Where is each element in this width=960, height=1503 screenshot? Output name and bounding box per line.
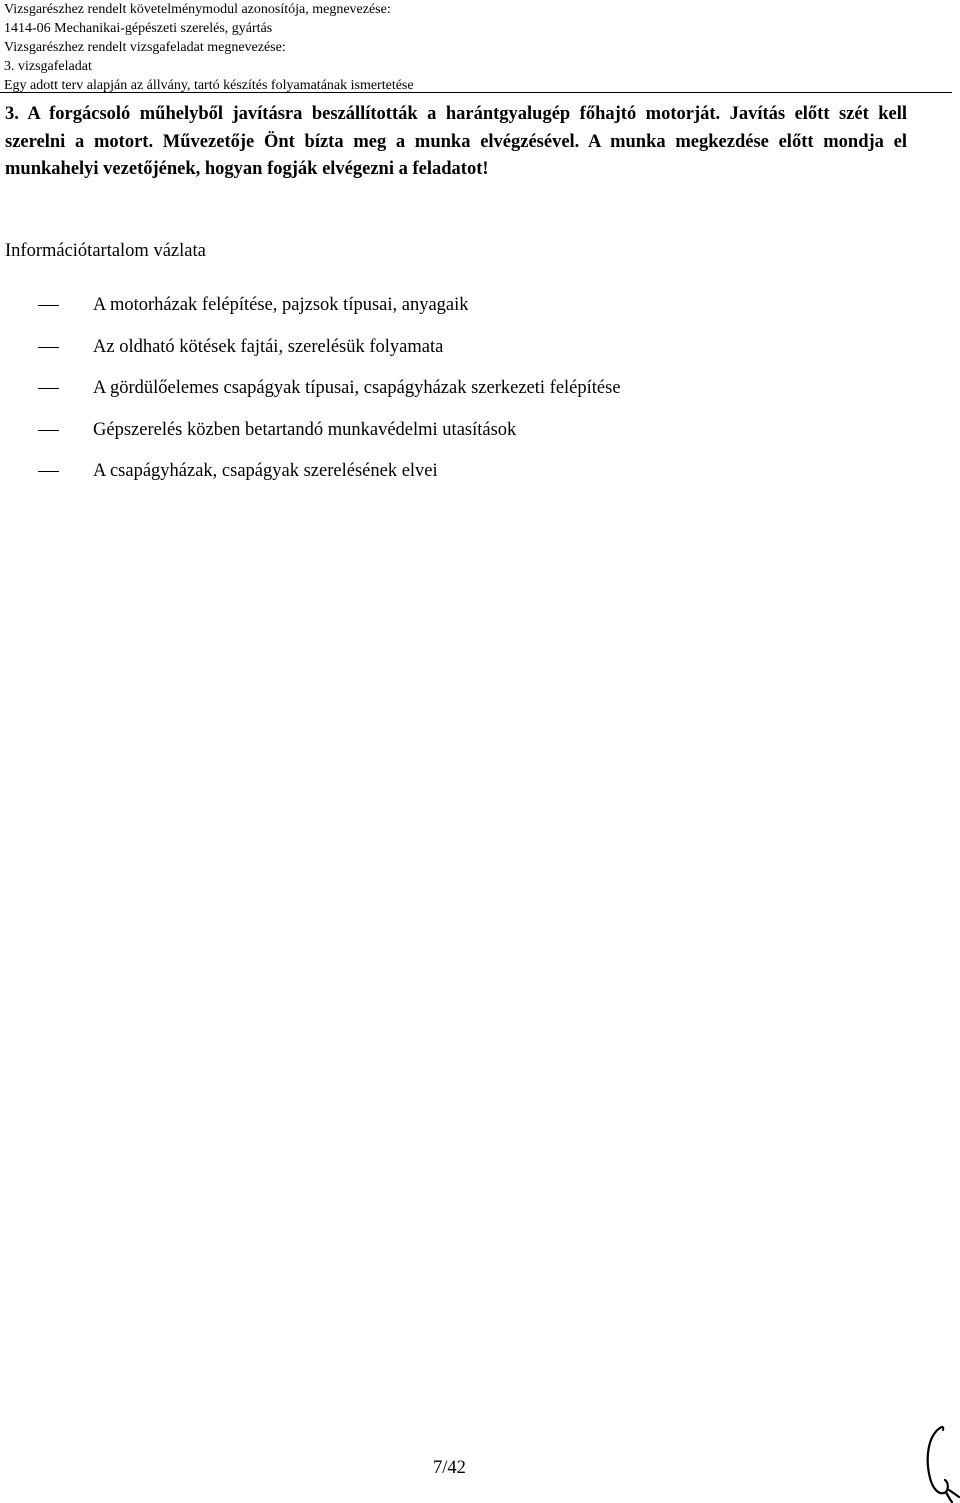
module-name: 1414-06 Mechanikai-gépészeti szerelés, gyártás	[4, 21, 273, 36]
dash-bullet-icon	[38, 430, 59, 431]
list-item-text: A gördülőelemes csapágyak típusai, csapágyházak szerkezeti felépítése	[93, 378, 621, 398]
list-item-text: A csapágyházak, csapágyak szerelésének elvei	[93, 461, 438, 481]
list-item-text: Gépszerelés közben betartandó munkavédelmi utasítások	[93, 419, 517, 440]
dash-bullet-icon	[38, 305, 59, 306]
page-header	[4, 0, 954, 95]
dash-bullet-icon	[38, 471, 59, 472]
signature-mark	[922, 1422, 960, 1503]
module-label: Vizsgarészhez rendelt követelménymodul azonosítója, megnevezése:	[4, 2, 391, 17]
page-number: 7/42	[433, 1458, 466, 1478]
exam-task-label: Vizsgarészhez rendelt vizsgafeladat megnevezése:	[4, 40, 286, 55]
task-description: 3. A forgácsoló műhelyből javításra beszállították a harántgyalugép főhajtó motorját. Javítás előtt szét kell szerelni a motort. Művezetője Önt bízta meg a munka elvégzésével. A munka megkezdése előtt mondja el munkahelyi vezetőjének, hogyan fogják elvégezni a feladatot!	[5, 104, 907, 179]
header-divider	[0, 92, 952, 93]
dash-bullet-icon	[38, 388, 59, 389]
exam-task-number: 3. vizsgafeladat	[4, 59, 92, 74]
exam-task-name: Egy adott terv alapján az állvány, tartó készítés folyamatának ismertetése	[4, 78, 414, 93]
outline-title: Információtartalom vázlata	[5, 241, 206, 261]
list-item-text: Az oldható kötések fajtái, szerelésük folyamata	[93, 336, 444, 357]
list-item-text: A motorházak felépítése, pajzsok típusai, anyagaik	[93, 295, 469, 315]
dash-bullet-icon	[38, 347, 59, 348]
